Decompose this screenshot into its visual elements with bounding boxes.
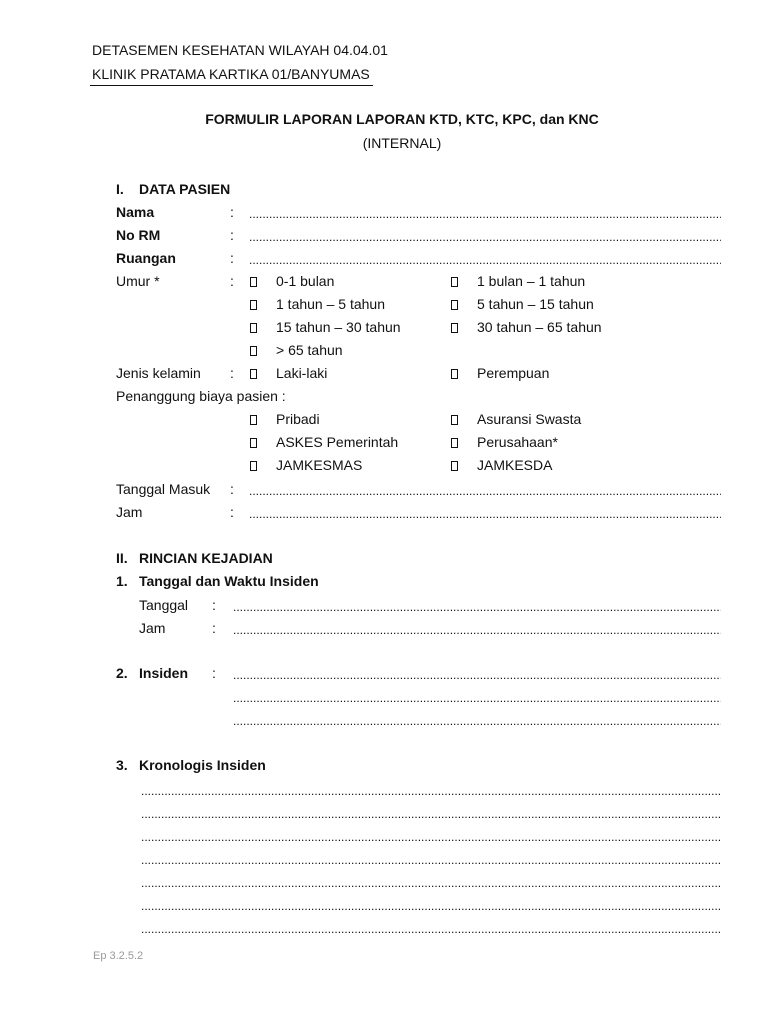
insiden-field-line[interactable] — [233, 690, 721, 706]
option-label: JAMKESMAS — [276, 457, 363, 473]
checkbox-1-5-tahun[interactable] — [250, 300, 257, 310]
colon: : — [212, 620, 216, 636]
item-2-heading: Insiden — [139, 665, 189, 681]
option-label: ASKES Pemerintah — [276, 434, 399, 450]
colon: : — [230, 365, 234, 381]
header-line-1: DETASEMEN KESEHATAN WILAYAH 04.04.01 — [92, 42, 388, 58]
checkbox-perusahaan[interactable] — [451, 438, 458, 448]
checkbox-perempuan[interactable] — [451, 369, 458, 379]
section-2-heading: RINCIAN KEJADIAN — [139, 550, 273, 566]
item-3-number: 3. — [116, 757, 128, 773]
item-2-number: 2. — [116, 665, 128, 681]
colon: : — [230, 504, 234, 520]
jam-insiden-field[interactable] — [233, 622, 721, 638]
item-1-heading: Tanggal dan Waktu Insiden — [139, 573, 319, 589]
option-label: Pribadi — [276, 411, 320, 427]
tanggal-insiden-label: Tanggal — [139, 597, 189, 613]
colon: : — [230, 227, 234, 243]
option-label: 30 tahun – 65 tahun — [477, 319, 602, 335]
jam-insiden-label: Jam — [139, 620, 166, 636]
option-label: 15 tahun – 30 tahun — [276, 319, 401, 335]
checkbox-over-65-tahun[interactable] — [250, 346, 257, 356]
option-label: 0-1 bulan — [276, 273, 335, 289]
jenis-kelamin-label: Jenis kelamin — [116, 365, 201, 381]
section-2-number: II. — [116, 550, 128, 566]
checkbox-askes-pemerintah[interactable] — [250, 438, 257, 448]
tanggal-masuk-field[interactable] — [249, 483, 721, 499]
jam-masuk-label: Jam — [116, 504, 143, 520]
checkbox-5-15-tahun[interactable] — [451, 300, 458, 310]
section-1-number: I. — [116, 181, 124, 197]
kronologis-field-line[interactable] — [141, 829, 721, 845]
checkbox-15-30-tahun[interactable] — [250, 323, 257, 333]
colon: : — [230, 481, 234, 497]
no-rm-field[interactable] — [249, 229, 721, 245]
ruangan-label: Ruangan — [116, 250, 176, 266]
insiden-field-line[interactable] — [233, 713, 721, 729]
header-divider — [90, 85, 373, 86]
footer-code: Ep 3.2.5.2 — [93, 950, 144, 962]
checkbox-asuransi-swasta[interactable] — [451, 415, 458, 425]
kronologis-field-line[interactable] — [141, 921, 721, 937]
kronologis-field-line[interactable] — [141, 875, 721, 891]
header-line-2: KLINIK PRATAMA KARTIKA 01/BANYUMAS — [92, 66, 370, 82]
section-1-heading: DATA PASIEN — [139, 181, 231, 197]
checkbox-30-65-tahun[interactable] — [451, 323, 458, 333]
umur-label: Umur * — [116, 273, 160, 289]
kronologis-field-line[interactable] — [141, 852, 721, 868]
option-label: Perusahaan* — [477, 434, 558, 450]
kronologis-field-line[interactable] — [141, 783, 721, 799]
form-subtitle: (INTERNAL) — [362, 135, 442, 151]
item-3-heading: Kronologis Insiden — [139, 757, 266, 773]
colon: : — [230, 204, 234, 220]
kronologis-field-line[interactable] — [141, 898, 721, 914]
option-label: > 65 tahun — [276, 342, 343, 358]
option-label: Laki-laki — [276, 365, 328, 381]
insiden-field-line[interactable] — [233, 667, 721, 683]
item-1-number: 1. — [116, 573, 128, 589]
colon: : — [230, 273, 234, 289]
jam-masuk-field[interactable] — [249, 506, 721, 522]
colon: : — [230, 250, 234, 266]
checkbox-pribadi[interactable] — [250, 415, 257, 425]
checkbox-jamkesmas[interactable] — [250, 461, 257, 471]
checkbox-jamkesda[interactable] — [451, 461, 458, 471]
colon: : — [212, 597, 216, 613]
colon: : — [212, 665, 216, 681]
form-title: FORMULIR LAPORAN LAPORAN KTD, KTC, KPC, dan KNC — [205, 111, 599, 127]
option-label: 1 tahun – 5 tahun — [276, 296, 385, 312]
option-label: JAMKESDA — [477, 457, 553, 473]
kronologis-field-line[interactable] — [141, 806, 721, 822]
option-label: Asuransi Swasta — [477, 411, 582, 427]
nama-label: Nama — [116, 204, 155, 220]
option-label: Perempuan — [477, 365, 550, 381]
checkbox-0-1-bulan[interactable] — [250, 277, 257, 287]
option-label: 5 tahun – 15 tahun — [477, 296, 594, 312]
no-rm-label: No RM — [116, 227, 161, 243]
nama-field[interactable] — [249, 206, 721, 222]
checkbox-1-bulan-1-tahun[interactable] — [451, 277, 458, 287]
penanggung-label: Penanggung biaya pasien : — [116, 388, 286, 404]
checkbox-laki-laki[interactable] — [250, 369, 257, 379]
option-label: 1 bulan – 1 tahun — [477, 273, 586, 289]
tanggal-insiden-field[interactable] — [233, 599, 721, 615]
ruangan-field[interactable] — [249, 252, 721, 268]
tanggal-masuk-label: Tanggal Masuk — [116, 481, 211, 497]
